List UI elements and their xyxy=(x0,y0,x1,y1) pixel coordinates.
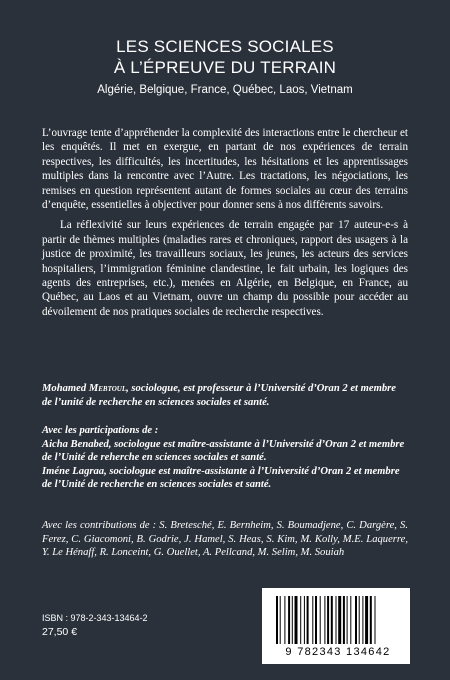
summary-paragraph-2: La réflexivité sur leurs expériences de terrain engagée par 17 auteur-e-s à partir de thèmes multiples (maladies rares et chroniques, rapport des usagers à la justice de proximité, les travailleurs sociaux, les jeunes, les acteurs des services hospitaliers, l’immigration féminine clandestine, le fait urbain, les logiques des agents des entreprises, etc.), menées en Algérie, en Belgique, en France, au Québec, au Laos et au Vietnam, ouvre un champ du possible pour accéder au dévoilement de nos pratiques sociales de recherche respectives. xyxy=(42,219,408,318)
book-price: 27,50 € xyxy=(42,626,78,638)
contributions-block xyxy=(42,519,408,560)
isbn-number: ISBN : 978-2-343-13464-2 xyxy=(42,613,148,623)
book-summary xyxy=(42,126,408,319)
participations-block xyxy=(42,424,408,492)
author-description: , sociologue, est professeur à l’Université d’Oran 2 et membre de l’unité de recherche en sciences sociales et santé. xyxy=(42,383,396,408)
main-author-bio xyxy=(42,382,408,409)
barcode xyxy=(262,588,410,664)
participant-1: Aicha Benabed, sociologue est maître-assistante à l’Université d’Oran 2 et membre de l’Unité de reherche en sciences sociales et santé. xyxy=(42,438,405,463)
barcode-digits: 9 782343 134642 xyxy=(285,646,391,658)
book-title-line-2: À L’ÉPREUVE DU TERRAIN xyxy=(113,58,337,77)
book-subtitle: Algérie, Belgique, France, Québec, Laos, Vietnam xyxy=(97,84,353,96)
cover-header xyxy=(0,36,450,96)
participations-intro: Avec les participations de : xyxy=(42,425,159,436)
isbn-price-block xyxy=(42,611,148,639)
contributions-list: Avec les contributions de : S. Bretesché, E. Bernheim, S. Boumadjene, C. Dargère, S. Ferez, C. Giacomoni, B. Godrie, J. Hamel, S. Heas, S. Kim, M. Kolly, M.E. Laquerre, Y. Le Hénaff, R. Lonceint, G. Ouellet, A. Pellcand, M. Selim, M. Souiah xyxy=(42,520,408,558)
participant-2: Iméne Lagraa, sociologue est maître-assistante à l’Université d’Oran 2 et membre de l’Unité de recherche en sciences sociales et santé. xyxy=(42,465,400,490)
book-title-line-1: LES SCIENCES SOCIALES xyxy=(116,37,334,56)
author-last-name: Mebtoul xyxy=(88,383,127,394)
author-first-name: Mohamed xyxy=(42,383,87,394)
barcode-bars-icon xyxy=(276,596,398,646)
summary-paragraph-1: L’ouvrage tente d’appréhender la complexité des interactions entre le chercheur et les enquêtés. Il met en exergue, en partant de nos expériences de terrain respectives, les difficultés, les incertitudes, les hésitations et les apprentissages multiples dans la rencontre avec l’Autre. Les tractations, les négociations, les remises en question représentent autant de formes sociales au cœur des terrains d’enquête, essentielles à objectiver pour donner sens à nos différents savoirs. xyxy=(42,127,408,212)
